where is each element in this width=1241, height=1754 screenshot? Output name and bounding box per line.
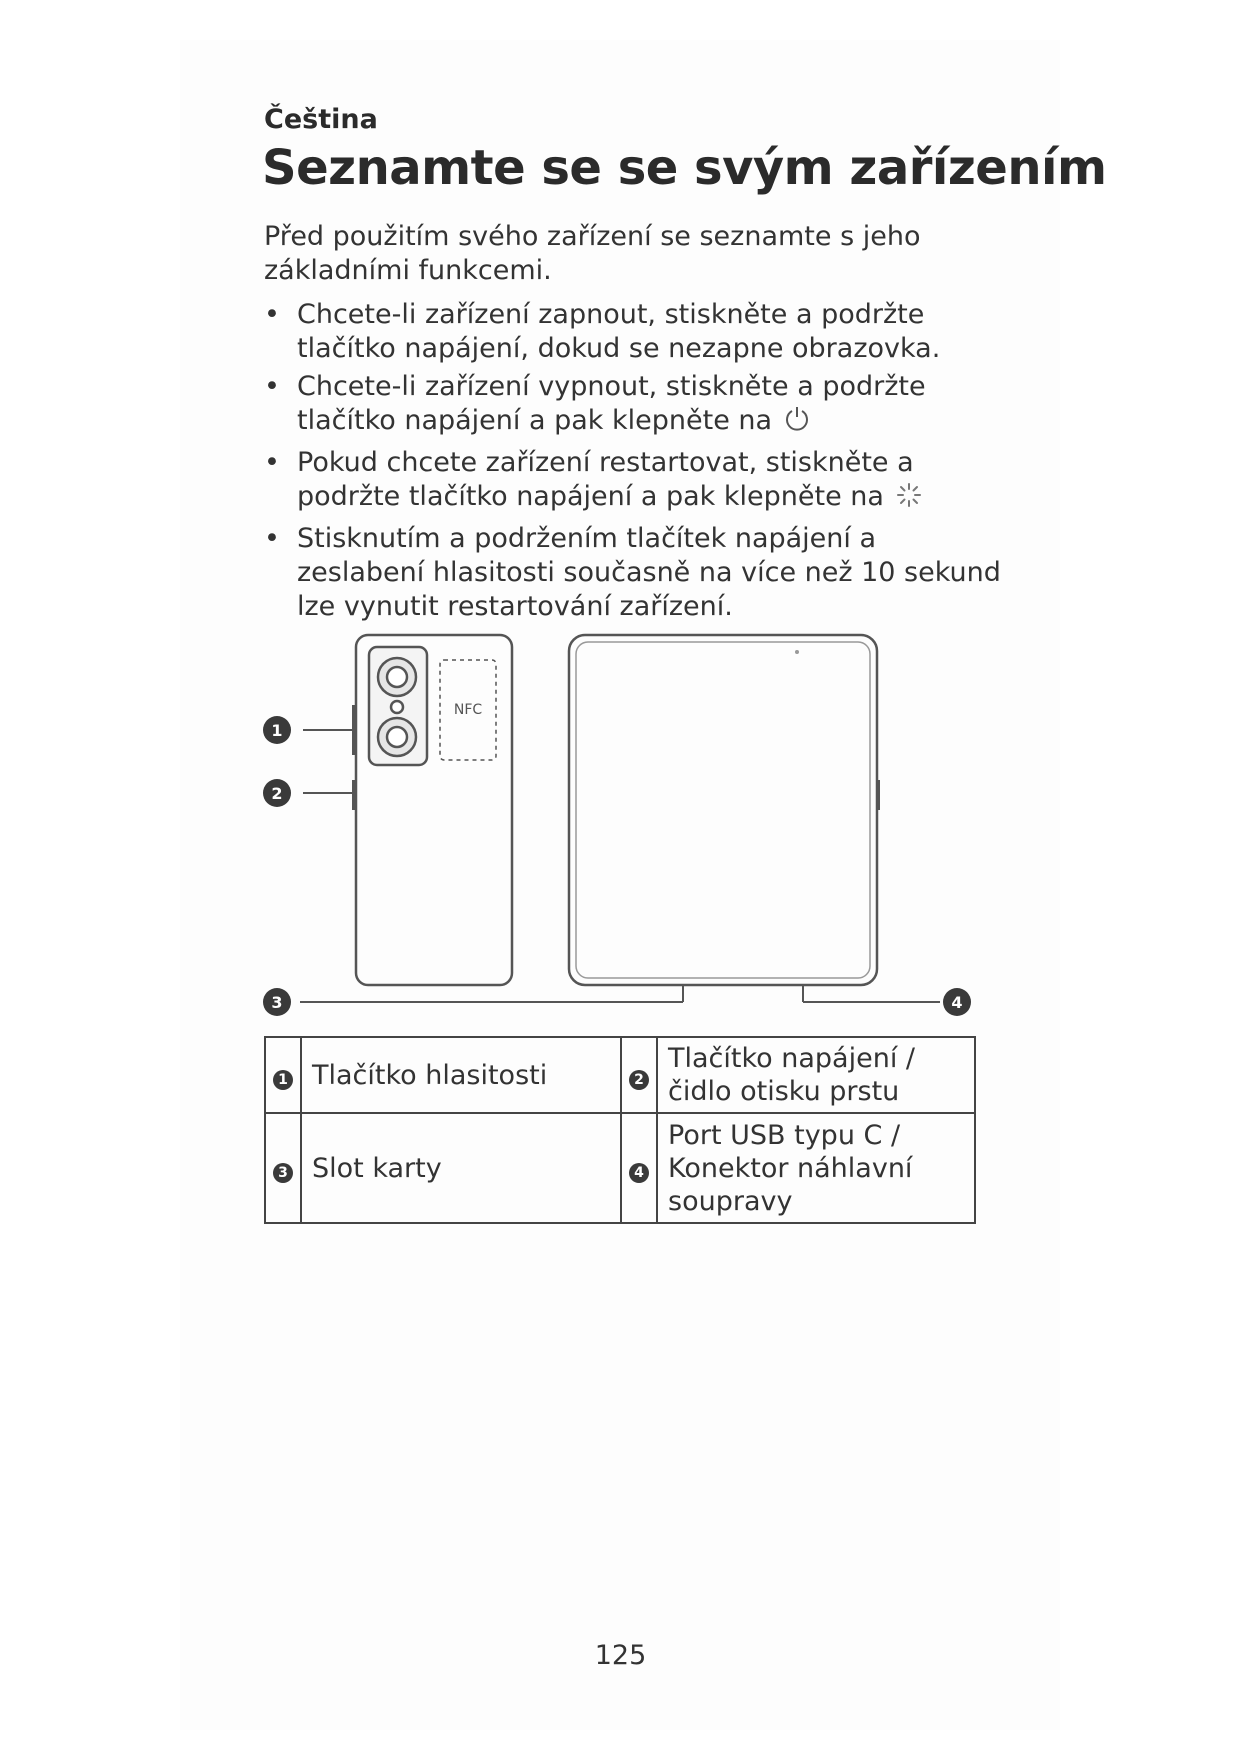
intro-paragraph: Před použitím svého zařízení se seznamte s jeho základními funkcemi. [264, 221, 921, 286]
svg-text:2: 2 [271, 784, 283, 803]
callout-badge: 4 [629, 1163, 649, 1183]
legend-label: Tlačítko napájení / čidlo otisku prstu [657, 1037, 975, 1113]
svg-text:1: 1 [271, 721, 283, 740]
bullet-text: Chcete-li zařízení vypnout, stiskněte a podržte tlačítko napájení a pak klepněte na [297, 371, 926, 436]
legend-num-cell [621, 1113, 657, 1223]
language-heading: Čeština [264, 104, 378, 135]
legend-label: Slot karty [301, 1113, 621, 1223]
legend-label: Port USB typu C / Konektor náhlavní soupravy [657, 1113, 975, 1223]
callout-badge: 3 [273, 1163, 293, 1183]
legend-label: Tlačítko hlasitosti [301, 1037, 621, 1113]
legend-num-cell [265, 1113, 301, 1223]
restart-icon [895, 481, 923, 518]
table-row [265, 1037, 975, 1113]
bullet-dot: • [264, 371, 280, 402]
list-item [264, 446, 1004, 518]
page-number: 125 [594, 1640, 647, 1671]
table-row [265, 1113, 975, 1223]
page-sheet [180, 40, 1060, 1730]
callout-3 [263, 988, 291, 1016]
nfc-label: NFC [453, 702, 483, 718]
bullet-text: Chcete-li zařízení zapnout, stiskněte a podržte tlačítko napájení, dokud se nezapne obrazovka. [297, 299, 941, 364]
bullet-text: Pokud chcete zařízení restartovat, stiskněte a podržte tlačítko napájení a pak klepněte na [297, 447, 914, 512]
svg-text:3: 3 [271, 993, 283, 1012]
page-title: Seznamte se se svým zařízením [262, 140, 1107, 196]
bullet-dot: • [264, 523, 280, 554]
bullet-dot: • [264, 447, 280, 478]
bullet-dot: • [264, 299, 280, 330]
legend-num-cell [265, 1037, 301, 1113]
svg-text:4: 4 [951, 993, 963, 1012]
callout-badge: 2 [629, 1070, 649, 1090]
callout-2 [263, 779, 291, 807]
callout-4 [943, 988, 971, 1016]
legend-num-cell [621, 1037, 657, 1113]
power-icon [783, 405, 811, 442]
legend-table [264, 1036, 976, 1224]
callout-badge: 1 [273, 1070, 293, 1090]
instructions-list [264, 298, 1004, 628]
list-item [264, 522, 1004, 624]
bullet-text: Stisknutím a podržením tlačítek napájení a zeslabení hlasitosti současně na více než 10 sekund lze vynutit restartování zařízení. [297, 523, 1001, 622]
callout-1 [263, 716, 291, 744]
list-item [264, 370, 1004, 442]
list-item [264, 298, 1004, 366]
